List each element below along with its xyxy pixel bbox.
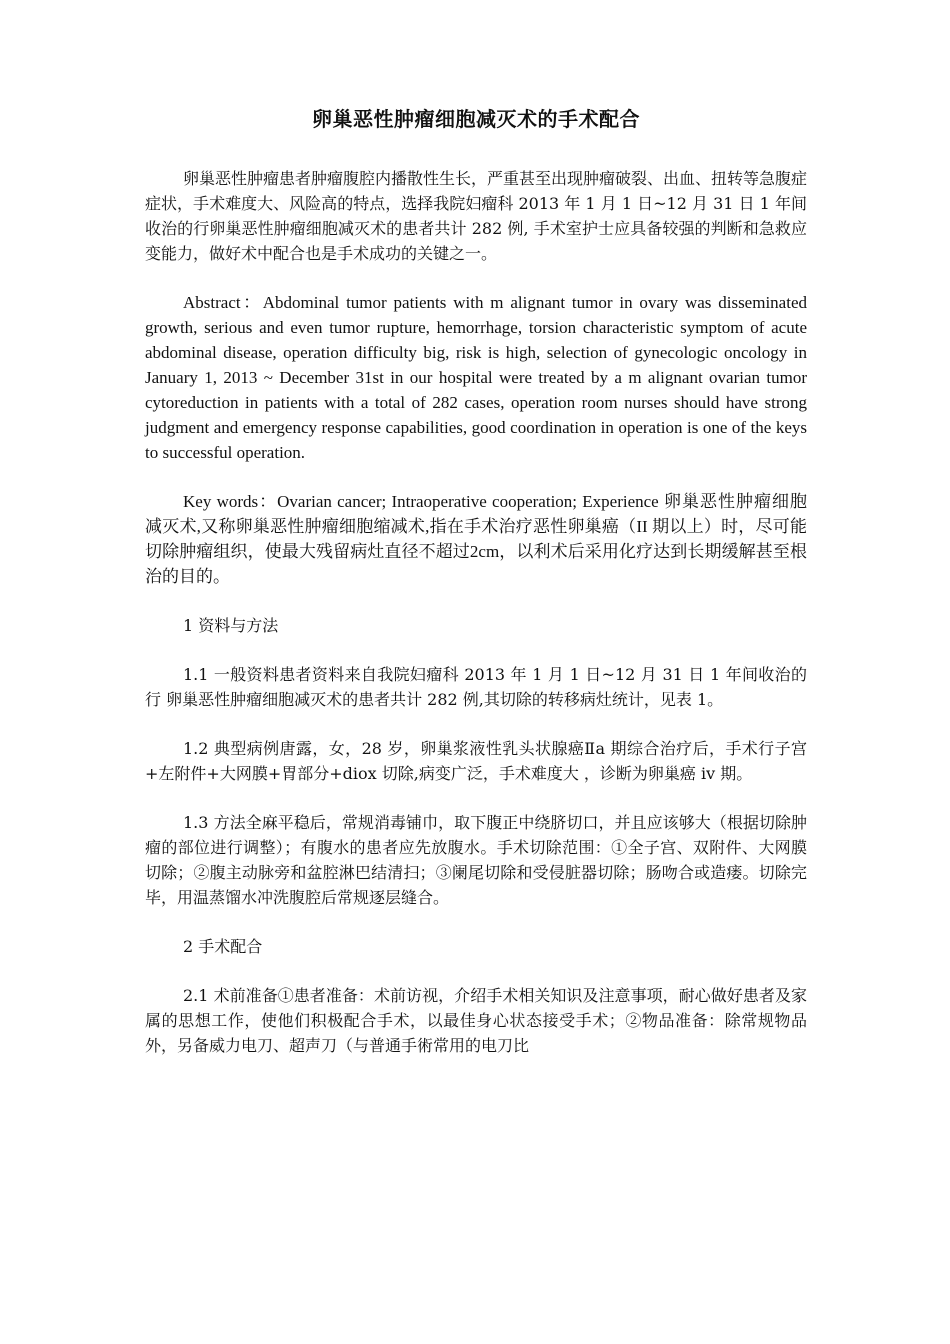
paragraph-methods: 1.3 方法全麻平稳后，常规消毒铺巾，取下腹正中绕脐切口，并且应该够大（根据切除肿瘤的部位进行调整）；有腹水的患者应先放腹水。手术切除范围：①全子宫、双附件、大网膜切除；②腹主动脉旁和盆腔淋巴结清扫；③阑尾切除和受侵脏器切除；肠吻合或造瘘。切除完毕，用温蒸馏水冲洗腹腔后常规逐层缝合。 — [145, 813, 807, 907]
paragraph-keywords: Key words：Ovarian cancer; Intraoperative cooperation; Experience 卵巢恶性肿瘤细胞减灭术,又称卵巢恶性肿瘤细胞缩减术,指在手术治疗恶性卵巢癌（II 期以上）时，尽可能切除肿瘤组织，使最大残留病灶直径不超过2cm，以利术后采用化疗达到长期缓解甚至根治的目的。 — [145, 492, 807, 586]
paragraph-general-data: 1.1 一般资料患者资料来自我院妇瘤科 2013 年 1 月 1 日~12 月 31 日 1 年间收治的行 卵巢恶性肿瘤细胞减灭术的患者共计 282 例,其切除的转移病灶统计，见表 1。 — [145, 665, 807, 709]
section-heading-surgical-cooperation: 2 手术配合 — [183, 937, 263, 956]
section-heading-materials-methods: 1 资料与方法 — [183, 616, 279, 635]
paragraph-intro: 卵巢恶性肿瘤患者肿瘤腹腔内播散性生长，严重甚至出现肿瘤破裂、出血、扭转等急腹症症状，手术难度大、风险高的特点，选择我院妇瘤科 2013 年 1 月 1 日~12 月 31 日 1 年间收治的行卵巢恶性肿瘤细胞减灭术的患者共计 282 例, 手术室护士应具备较强的判断和急救应变能力，做好术中配合也是手术成功的关键之一。 — [145, 169, 808, 263]
document-title: 卵巢恶性肿瘤细胞减灭术的手术配合 — [312, 107, 640, 131]
paragraph-typical-case: 1.2 典型病例唐露，女，28 岁，卵巢浆液性乳头状腺癌Ⅱa 期综合治疗后，手术行子宫+左附件+大网膜+胃部分+diox 切除,病变广泛，手术难度大 ，诊断为卵巢癌 iv 期。 — [145, 739, 807, 783]
document-body — [145, 104, 807, 1082]
paragraph-abstract: Abstract：Abdominal tumor patients with m alignant tumor in ovary was disseminated growth, serious and even tumor rupture, hemorrhage, torsion characteristic symptom of acute abdominal disease, operation difficulty big, risk is high, selection of gynecologic oncology in January 1, 2013 ~ December 31st in our hospital were treated by a m alignant ovarian tumor cytoreduction in patients with a total of 282 cases, operation room nurses should have strong judgment and emergency response capabilities, good coordination in operation is one of the keys to successful operation. — [145, 293, 807, 462]
paragraph-preoperative-prep: 2.1 术前准备①患者准备：术前访视，介绍手术相关知识及注意事项，耐心做好患者及家属的思想工作，使他们积极配合手术，以最佳身心状态接受手术；②物品准备：除常规物品外，另备威力电刀、超声刀（与普通手術常用的电刀比 — [145, 986, 807, 1055]
